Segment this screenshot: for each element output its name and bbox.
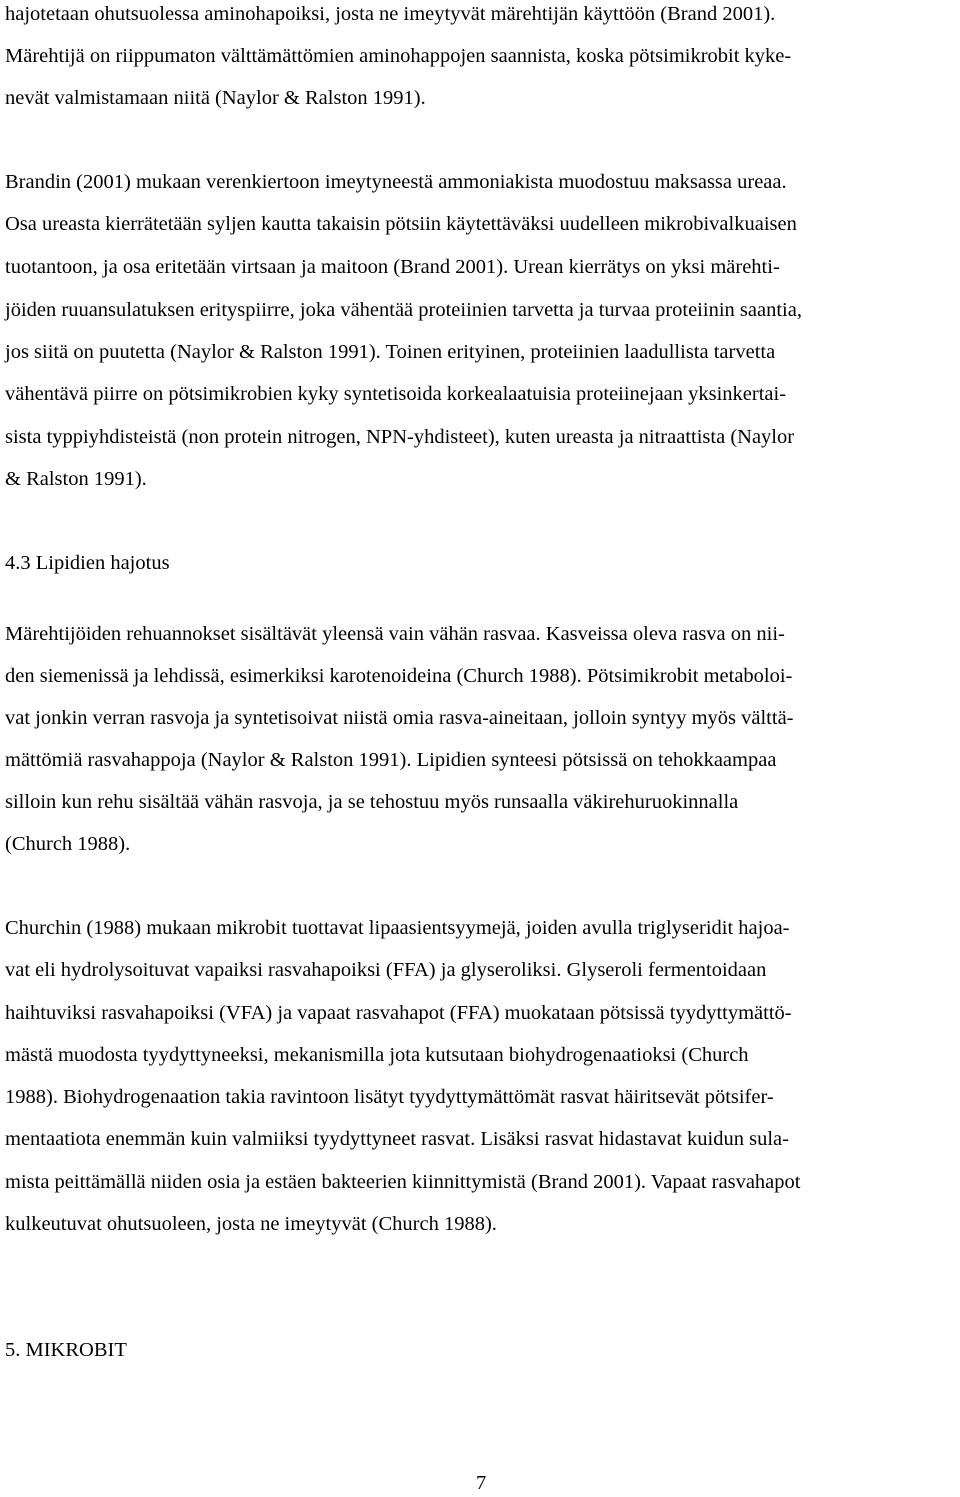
text-line: tuotantoon, ja osa eritetään virtsaan ja maitoon (Brand 2001). Urean kierrätys on yksi märehti- <box>5 256 780 278</box>
text-line: sista typpiyhdisteistä (non protein nitrogen, NPN-yhdisteet), kuten ureasta ja nitraattista (Naylor <box>5 426 795 448</box>
text-line: kulkeutuvat ohutsuoleen, josta ne imeytyvät (Church 1988). <box>5 1213 497 1235</box>
chapter-heading: 5. MIKROBIT <box>5 1339 127 1361</box>
text-line: 1988). Biohydrogenaation takia ravintoon lisätyt tyydyttymättömät rasvat häiritsevät pötsifer- <box>5 1086 774 1108</box>
text-line: mista peittämällä niiden osia ja estäen bakteerien kiinnittymistä (Brand 2001). Vapaat rasvahapot <box>5 1171 801 1193</box>
text-line: vat jonkin verran rasvoja ja syntetisoivat niistä omia rasva-aineitaan, jolloin syntyy myös välttä- <box>5 707 794 729</box>
text-line: jöiden ruuansulatuksen erityspiirre, joka vähentää proteiinien tarvetta ja turvaa proteiinin saantia, <box>5 299 802 321</box>
page-number: 7 <box>476 1472 487 1494</box>
text-line: jos siitä on puutetta (Naylor & Ralston 1991). Toinen erityinen, proteiinien laadullista tarvetta <box>5 341 776 363</box>
text-line: Osa ureasta kierrätetään syljen kautta takaisin pötsiin käytettäväksi uudelleen mikrobivalkuaisen <box>5 213 797 235</box>
text-line: Märehtijöiden rehuannokset sisältävät yleensä vain vähän rasvaa. Kasveissa oleva rasva on nii- <box>5 623 785 645</box>
text-line: vat eli hydrolysoituvat vapaiksi rasvahapoiksi (FFA) ja glyseroliksi. Glyseroli fermentoidaan <box>5 959 767 981</box>
text-line: nevät valmistamaan niitä (Naylor & Ralston 1991). <box>5 87 426 109</box>
section-heading: 4.3 Lipidien hajotus <box>5 552 170 574</box>
text-line: silloin kun rehu sisältää vähän rasvoja, ja se tehostuu myös runsaalla väkirehuruokinnalla <box>5 791 739 813</box>
text-line: Churchin (1988) mukaan mikrobit tuottavat lipaasientsyymejä, joiden avulla triglyseridit hajoa- <box>5 917 790 939</box>
text-line: mentaatiota enemmän kuin valmiiksi tyydyttyneet rasvat. Lisäksi rasvat hidastavat kuidun sula- <box>5 1128 789 1150</box>
text-line: Märehtijä on riippumaton välttämättömien aminohappojen saannista, koska pötsimikrobit kyke- <box>5 45 792 67</box>
text-line: (Church 1988). <box>5 833 131 855</box>
text-line: haihtuviksi rasvahapoiksi (VFA) ja vapaat rasvahapot (FFA) muokataan pötsissä tyydyttymättö- <box>5 1002 792 1024</box>
text-line: hajotetaan ohutsuolessa aminohapoiksi, josta ne imeytyvät märehtijän käyttöön (Brand 2001). <box>5 3 776 25</box>
text-line: Brandin (2001) mukaan verenkiertoon imeytyneestä ammoniakista muodostuu maksassa ureaa. <box>5 171 787 193</box>
text-line: mästä muodosta tyydyttyneeksi, mekanismilla jota kutsutaan biohydrogenaatioksi (Church <box>5 1044 749 1066</box>
text-line: den siemenissä ja lehdissä, esimerkiksi karotenoideina (Church 1988). Pötsimikrobit metaboloi- <box>5 665 793 687</box>
text-line: & Ralston 1991). <box>5 468 147 490</box>
text-line: vähentävä piirre on pötsimikrobien kyky syntetisoida korkealaatuisia proteiinejaan yksinkertai- <box>5 383 787 405</box>
text-line: mättömiä rasvahappoja (Naylor & Ralston 1991). Lipidien synteesi pötsissä on tehokkaampaa <box>5 749 777 771</box>
